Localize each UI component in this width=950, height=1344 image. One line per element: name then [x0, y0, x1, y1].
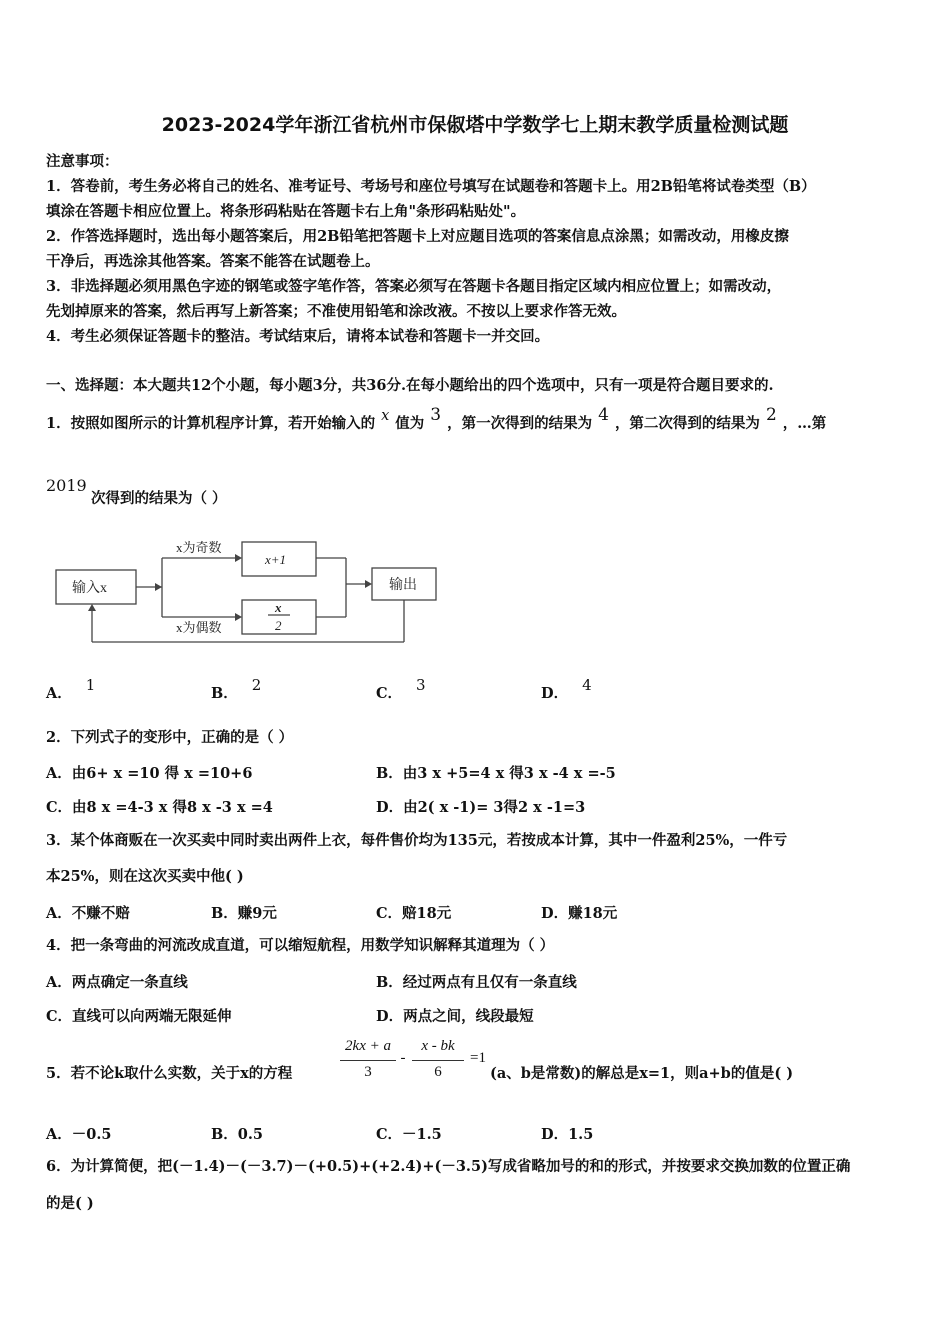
q1-option-a[interactable]: A． 1: [46, 676, 96, 702]
notice-line: 干净后，再选涂其他答案。答案不能答在试题卷上。: [46, 253, 380, 270]
q3-option-a[interactable]: A．不赚不赔: [46, 905, 130, 922]
question-2-stem: 2．下列式子的变形中，正确的是（ ）: [46, 729, 294, 746]
flow-input-label: 输入x: [72, 581, 107, 596]
q3-option-b[interactable]: B．赚9元: [211, 905, 277, 922]
question-4-stem: 4．把一条弯曲的河流改成直道，可以缩短航程，用数学知识解释其道理为（ ）: [46, 937, 555, 954]
question-3-stem: 3．某个体商贩在一次买卖中同时卖出两件上衣，每件售价均为135元，若按成本计算，其中一件盈利25%，一件亏: [46, 832, 788, 849]
q2-option-d[interactable]: D．由2( x -1)= 3得2 x -1=3: [376, 799, 586, 816]
flow-output-label: 输出: [389, 578, 417, 593]
q1-option-c[interactable]: C． 3: [376, 676, 426, 702]
q5-frac1-den: 3: [364, 1064, 372, 1080]
question-5-stem-cont: (a、b是常数)的解总是x=1，则a+b的值是( ): [490, 1065, 794, 1082]
question-6-stem: 6．为计算简便，把(－1.4)－(－3.7)－(+0.5)+(+2.4)+(－3.5)写成省略加号的和的形式，并按要求交换加数的位置正确: [46, 1158, 851, 1175]
section-heading: 一、选择题：本大题共12个小题，每小题3分，共36分.在每小题给出的四个选项中，只有一项是符合题目要求的.: [46, 377, 774, 394]
question-3-stem-cont: 本25%，则在这次买卖中他( ): [46, 868, 244, 885]
q3-option-c[interactable]: C．赔18元: [376, 905, 452, 922]
page-title: 2023-2024学年浙江省杭州市保俶塔中学数学七上期末教学质量检测试题: [161, 114, 789, 136]
notice-line: 1．答卷前，考生务必将自己的姓名、准考证号、考场号和座位号填写在试题卷和答题卡上。用2B铅笔将试卷类型（B）: [46, 178, 816, 195]
q5-frac2-num: x - bk: [421, 1038, 455, 1054]
q5-option-a[interactable]: A．－0.5: [46, 1126, 112, 1143]
question-1-stem: 1．按照如图所示的计算机程序计算，若开始输入的 x 值为 3 ，第一次得到的结果为 4 ，第二次得到的结果为 2 ，…第: [46, 405, 827, 432]
question-5-stem: 5．若不论k取什么实数，关于x的方程: [46, 1065, 293, 1082]
q5-frac2-den: 6: [434, 1064, 442, 1080]
question-6-stem-cont: 的是( ): [46, 1195, 94, 1212]
q2-option-b[interactable]: B．由3 x +5=4 x 得3 x -4 x =-5: [376, 765, 616, 782]
q1-option-d[interactable]: D． 4: [541, 676, 592, 702]
q2-option-c[interactable]: C．由8 x =4-3 x 得8 x -3 x =4: [46, 799, 273, 816]
notice-heading: 注意事项：: [46, 153, 119, 170]
q4-option-b[interactable]: B．经过两点有且仅有一条直线: [376, 974, 577, 991]
q4-option-a[interactable]: A．两点确定一条直线: [46, 974, 188, 991]
q5-minus: -: [400, 1050, 406, 1066]
q5-equals: =1: [470, 1050, 486, 1066]
flow-half-den: 2: [275, 618, 282, 633]
q5-frac1-bar: [340, 1060, 396, 1061]
notice-line: 4．考生必须保证答题卡的整洁。考试结束后，请将本试卷和答题卡一并交回。: [46, 328, 550, 345]
q5-option-b[interactable]: B．0.5: [211, 1126, 263, 1143]
notice-line: 填涂在答题卡相应位置上。将条形码粘贴在答题卡右上角"条形码粘贴处"。: [46, 203, 526, 220]
q5-option-c[interactable]: C．－1.5: [376, 1126, 442, 1143]
flow-plus-label: x+1: [265, 552, 287, 567]
q1-option-b[interactable]: B． 2: [211, 676, 262, 702]
q5-option-d[interactable]: D．1.5: [541, 1126, 594, 1143]
q5-frac2-bar: [412, 1060, 464, 1061]
q2-option-a[interactable]: A．由6+ x =10 得 x =10+6: [46, 765, 253, 782]
q3-option-d[interactable]: D．赚18元: [541, 905, 618, 922]
notice-line: 3．非选择题必须用黑色字迹的钢笔或签字笔作答，答案必须写在答题卡各题目指定区域内相应位置上；如需改动，: [46, 278, 782, 295]
q4-option-c[interactable]: C．直线可以向两端无限延伸: [46, 1008, 232, 1025]
question-1-stem-cont: 次得到的结果为（ ）: [91, 490, 227, 507]
question-1-year: 2019: [46, 476, 87, 495]
flow-even-label: x为偶数: [176, 620, 222, 635]
flow-odd-label: x为奇数: [176, 540, 222, 555]
flow-half-num: x: [275, 600, 282, 615]
notice-line: 先划掉原来的答案，然后再写上新答案；不准使用铅笔和涂改液。不按以上要求作答无效。: [46, 303, 626, 320]
notice-line: 2．作答选择题时，选出每小题答案后，用2B铅笔把答题卡上对应题目选项的答案信息点涂黑；如需改动，用橡皮擦: [46, 228, 789, 245]
q4-option-d[interactable]: D．两点之间，线段最短: [376, 1008, 534, 1025]
flowchart: [46, 530, 446, 650]
q5-frac1-num: 2kx + a: [345, 1038, 391, 1054]
